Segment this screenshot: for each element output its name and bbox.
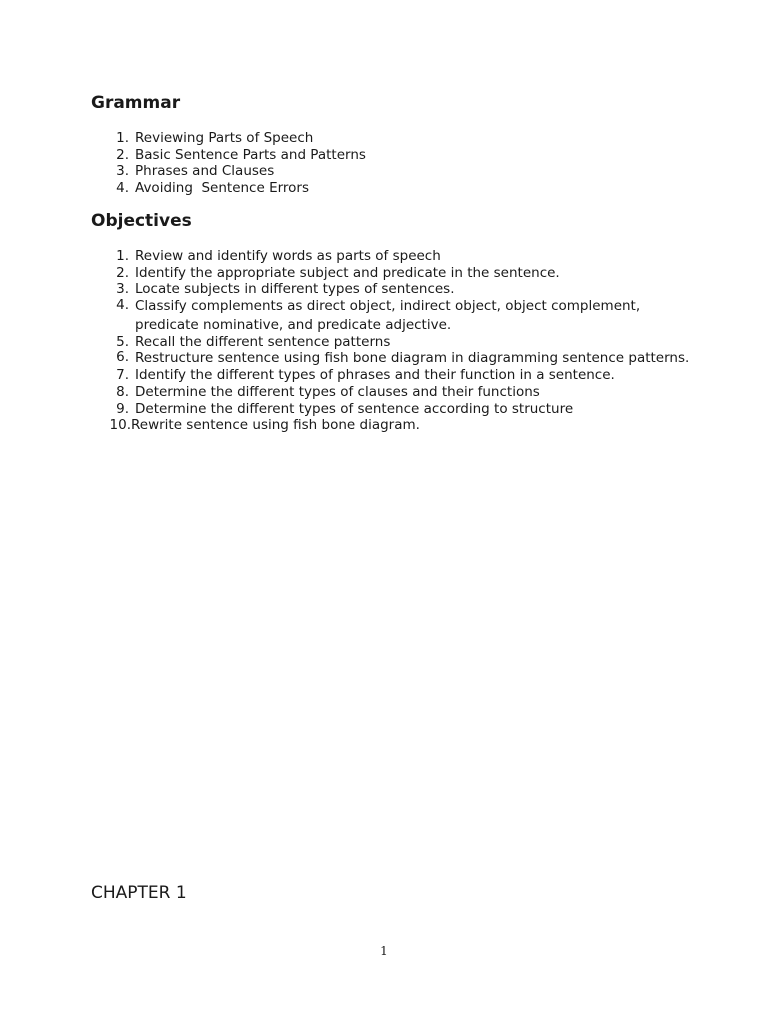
list-item-number: 2. xyxy=(116,146,129,163)
list-item xyxy=(116,349,695,368)
list-item-number: 2. xyxy=(116,264,129,281)
list-item-text: Determine the different types of clauses and their functions xyxy=(135,383,540,400)
list-item-number: 3. xyxy=(116,281,129,298)
list-item-text: Classify complements as direct object, indirect object, object complement, predicate nominative, and predicate adjective. xyxy=(135,297,641,333)
list-item xyxy=(116,400,695,418)
list-item xyxy=(116,146,695,164)
list-item-number: 3. xyxy=(116,163,129,180)
list-item-number: 7. xyxy=(116,367,129,384)
list-item-number: 5. xyxy=(116,333,129,350)
list-item xyxy=(116,296,695,335)
list-item-number: 8. xyxy=(116,383,129,400)
chapter-label: CHAPTER 1 xyxy=(91,883,187,903)
list-item xyxy=(116,163,695,180)
list-item-text: Identify the appropriate subject and predicate in the sentence. xyxy=(135,264,560,281)
list-item-text: Rewrite sentence using fish bone diagram. xyxy=(131,417,420,434)
list-item xyxy=(109,417,695,434)
list-item-text: Basic Sentence Parts and Patterns xyxy=(135,146,366,163)
list-item-number: 1. xyxy=(116,130,129,146)
list-item-text: Identify the different types of phrases and their function in a sentence. xyxy=(135,367,615,384)
list-item xyxy=(116,264,695,282)
grammar-topic-list xyxy=(116,130,695,196)
list-item-text: Reviewing Parts of Speech xyxy=(135,130,314,146)
list-item xyxy=(116,130,695,147)
list-item-number: 1. xyxy=(116,248,129,264)
list-item xyxy=(116,248,695,265)
list-item-number: 4. xyxy=(116,179,129,196)
list-item-text: Avoiding Sentence Errors xyxy=(135,179,310,196)
list-item xyxy=(116,281,695,298)
list-item xyxy=(116,179,695,197)
list-item xyxy=(116,367,695,384)
list-item-text: Recall the different sentence patterns xyxy=(135,333,391,350)
list-item-number: 10. xyxy=(109,417,131,434)
list-item xyxy=(116,333,695,351)
list-item-text: Determine the different types of sentence according to structure xyxy=(135,400,574,417)
list-item-text: Locate subjects in different types of sentences. xyxy=(135,281,455,298)
list-item-number: 6. xyxy=(116,349,129,366)
grammar-heading: Grammar xyxy=(91,93,181,113)
list-item-text: Phrases and Clauses xyxy=(135,163,275,180)
page-number: 1 xyxy=(380,944,388,958)
list-item-text: Review and identify words as parts of speech xyxy=(135,248,441,264)
list-item-number: 9. xyxy=(116,400,129,417)
list-item-number: 4. xyxy=(116,296,129,313)
list-item xyxy=(116,383,695,401)
list-item-text: Restructure sentence using fish bone diagram in diagramming sentence patterns. xyxy=(135,350,690,367)
objectives-list xyxy=(109,248,695,434)
objectives-heading: Objectives xyxy=(91,211,192,231)
